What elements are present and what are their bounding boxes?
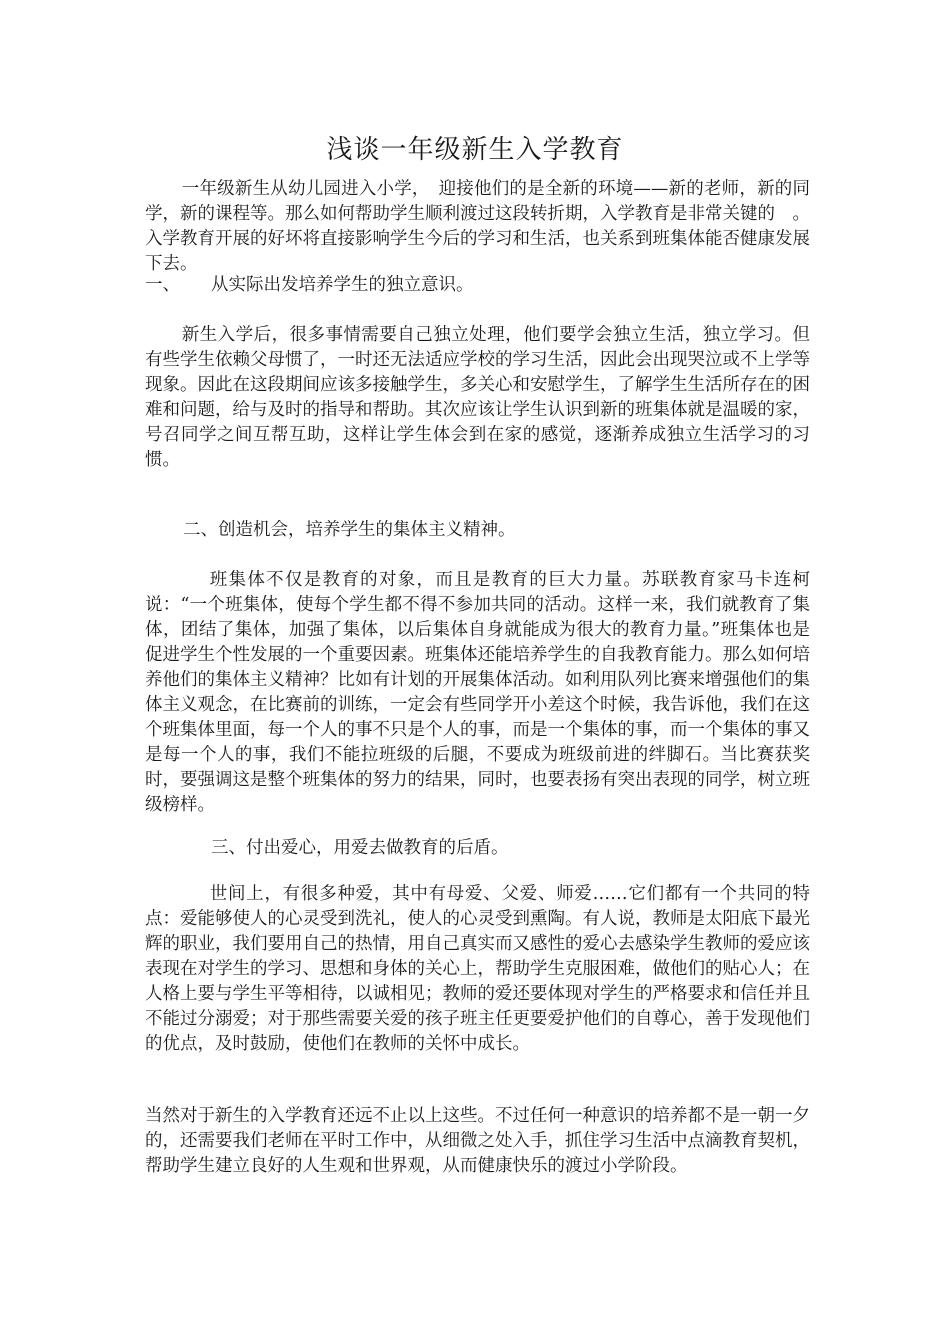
- intro-text: 一年级新生从幼儿园进入小学， 迎接他们的是全新的环境——新的老师，新的同学，新的课程等。那么如何帮助学生顺利渡过这段转折期，入学教育是非常关键的 。入学教育开展的好坏将直接影响学生今后的学习和生活，也关系到班集体能否健康发展下去。: [145, 179, 810, 274]
- section-3-heading: [145, 836, 810, 861]
- section-1-heading-text: 从实际出发培养学生的独立意识。: [211, 275, 474, 295]
- section-2-paragraph: 班集体不仅是教育的对象，而且是教育的巨大力量。苏联教育家马卡连柯说：“一个班集体，使每个学生都不得不参加共同的活动。这样一来，我们就教育了集体，团结了集体，加强了集体，以后集体自身就能成为很大的教育力量。”班集体也是促进学生个性发展的一个重要因素。班集体还能培养学生的自我教育能力。那么如何培养他们的集体主义精神？比如有计划的开展集体活动。如利用队列比赛来增强他们的集体主义观念，在比赛前的训练，一定会有些同学开小差这个时候，我告诉他，我们在这个班集体里面，每一个人的事不只是个人的事，而是一个集体的事，而一个集体的事又是每一个人的事，我们不能拉班级的后腿，不要成为班级前进的绊脚石。当比赛获奖时，要强调这是整个班集体的努力的结果，同时，也要表扬有突出表现的同学，树立班级榜样。: [145, 570, 810, 815]
- section-3-body: [145, 882, 810, 1057]
- section-3-heading-text: 三、付出爱心，用爱去做教育的后盾。: [211, 838, 509, 858]
- section-1-body: [145, 323, 810, 473]
- section-1-number: 一、: [145, 275, 180, 295]
- section-3-paragraph: 世间上，有很多种爱，其中有母爱、父爱、师爱……它们都有一个共同的特点：爱能够使人的心灵受到洗礼，使人的心灵受到熏陶。有人说，教师是太阳底下最光辉的职业，我们要用自己的热情，用自己真实而又感性的爱心去感染学生教师的爱应该表现在对学生的学习、思想和身体的关心上，帮助学生克服困难，做他们的贴心人；在人格上要与学生平等相待，以诚相见；教师的爱还要体现对学生的严格要求和信任并且不能过分溺爱；对于那些需要关爱的孩子班主任更要爱护他们的自尊心，善于发现他们的优点，及时鼓励，使他们在教师的关怀中成长。: [145, 884, 810, 1054]
- section-2-heading-text: 二、创造机会，培养学生的集体主义精神。: [183, 520, 516, 540]
- conclusion-text: 当然对于新生的入学教育还远不止以上这些。不过任何一种意识的培养都不是一朝一夕的，还需要我们老师在平时工作中，从细微之处入手，抓住学习生活中点滴教育契机，帮助学生建立良好的人生观和世界观，从而健康快乐的渡过小学阶段。: [145, 1106, 810, 1176]
- section-2-body: [145, 568, 810, 818]
- section-1-heading: [145, 273, 810, 298]
- section-1-paragraph: 新生入学后，很多事情需要自己独立处理，他们要学会独立生活，独立学习。但有些学生依赖父母惯了，一时还无法适应学校的学习生活，因此会出现哭泣或不上学等现象。因此在这段期间应该多接触学生，多关心和安慰学生，了解学生生活所存在的困难和问题，给与及时的指导和帮助。其次应该让学生认识到新的班集体就是温暖的家，号召同学之间互帮互助，这样让学生体会到在家的感觉，逐渐养成独立生活学习的习惯。: [145, 325, 810, 470]
- intro-paragraph: [145, 177, 810, 277]
- section-2-heading: [145, 518, 810, 543]
- document-title: 浅谈一年级新生入学教育: [326, 135, 624, 165]
- conclusion-paragraph: [145, 1104, 810, 1179]
